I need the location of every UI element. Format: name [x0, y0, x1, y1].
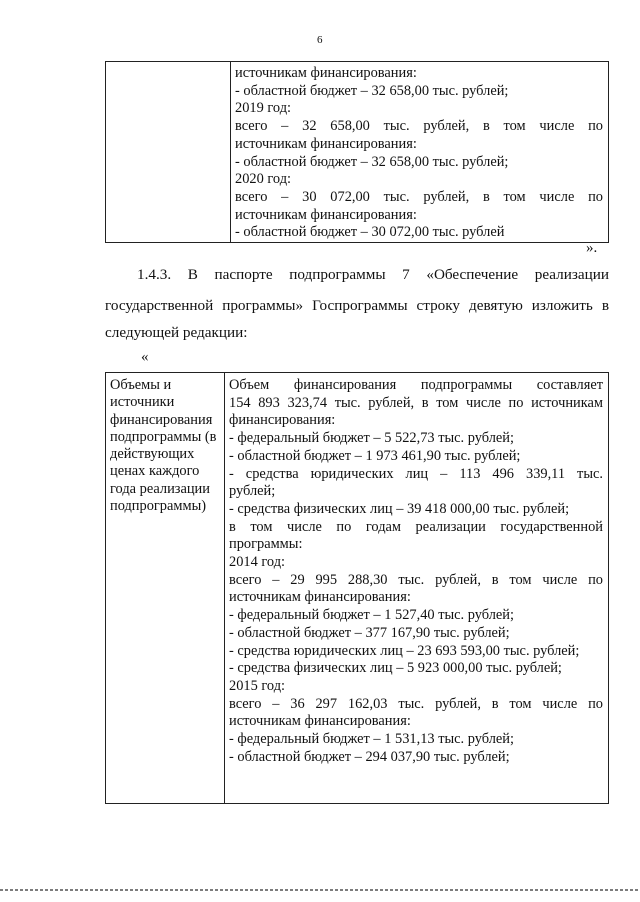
opening-quote: «: [141, 349, 149, 365]
table-right-cell: [231, 62, 609, 243]
closing-quote: ».: [586, 240, 598, 256]
text-line: рублей;: [229, 483, 276, 500]
text-line: - федеральный бюджет – 1 527,40 тыс. рублей;: [229, 607, 514, 624]
text-line: - областной бюджет – 377 167,90 тыс. рублей;: [229, 624, 510, 641]
financing-table-new-row: [105, 372, 609, 804]
text-line: 2014 год:: [229, 554, 286, 571]
text-line: источникам финансирования:: [229, 589, 411, 606]
text-line: 2020 год:: [235, 171, 292, 188]
text-line: - областной бюджет – 1 973 461,90 тыс. рублей;: [229, 447, 521, 464]
row-title-lines: [110, 377, 224, 515]
page-bottom-rule: [0, 889, 640, 891]
table-left-cell-empty: [106, 62, 231, 243]
paragraph-line-3: следующей редакции:: [105, 324, 248, 341]
text-line: всего – 29 995 288,30 тыс. рублей, в том числе по: [229, 571, 603, 588]
text-line: всего – 30 072,00 тыс. рублей, в том числе по: [235, 188, 603, 205]
text-line: всего – 36 297 162,03 тыс. рублей, в том числе по: [229, 695, 603, 712]
text-line: года реализации: [110, 480, 210, 497]
text-line: действующих: [110, 446, 195, 463]
text-line: источники: [110, 394, 175, 411]
text-line: подпрограммы (в: [110, 428, 217, 445]
text-line: финансирования:: [229, 412, 336, 429]
financing-details-lines: [229, 377, 603, 766]
page-number: 6: [317, 34, 323, 46]
text-line: 2019 год:: [235, 100, 292, 117]
paragraph-line-1: 1.4.3. В паспорте подпрограммы 7 «Обеспечение реализации: [137, 266, 609, 283]
text-line: - областной бюджет – 32 658,00 тыс. рублей;: [235, 82, 509, 99]
text-line: - областной бюджет – 294 037,90 тыс. рублей;: [229, 748, 510, 765]
text-line: источникам финансирования:: [235, 206, 417, 223]
text-line: Объем финансирования подпрограммы составляет: [229, 377, 603, 393]
text-line: - средства физических лиц – 5 923 000,00 тыс. рублей;: [229, 660, 562, 677]
text-line: всего – 32 658,00 тыс. рублей, в том числе по: [235, 118, 603, 135]
text-line: - средства юридических лиц – 23 693 593,00 тыс. рублей;: [229, 642, 580, 659]
text-line: финансирования: [110, 411, 213, 428]
financing-table-continuation: [105, 61, 609, 243]
row-title-cell: [106, 373, 225, 804]
text-line: - областной бюджет – 30 072,00 тыс. рублей: [235, 224, 505, 241]
text-line: Объемы и: [110, 377, 172, 393]
text-line: подпрограммы): [110, 498, 207, 515]
text-line: ценах каждого: [110, 463, 200, 480]
row-content-cell: [225, 373, 609, 804]
paragraph-line-2: государственной программы» Госпрограммы строку девятую изложить в: [105, 297, 609, 314]
text-line: источникам финансирования:: [235, 135, 417, 152]
text-line: - областной бюджет – 32 658,00 тыс. рублей;: [235, 153, 509, 170]
text-line: источникам финансирования:: [229, 713, 411, 730]
text-line: 154 893 323,74 тыс. рублей, в том числе по источникам: [229, 394, 603, 411]
text-line: источникам финансирования:: [235, 65, 417, 81]
text-line: программы:: [229, 536, 303, 553]
text-line: в том числе по годам реализации государственной: [229, 518, 603, 535]
text-line: 2015 год:: [229, 677, 286, 694]
text-line: - средства физических лиц – 39 418 000,00 тыс. рублей;: [229, 500, 570, 517]
text-line: - федеральный бюджет – 1 531,13 тыс. рублей;: [229, 731, 514, 748]
financing-lines: [235, 65, 603, 242]
text-line: - средства юридических лиц – 113 496 339,11 тыс.: [229, 465, 603, 482]
text-line: - федеральный бюджет – 5 522,73 тыс. рублей;: [229, 430, 514, 447]
